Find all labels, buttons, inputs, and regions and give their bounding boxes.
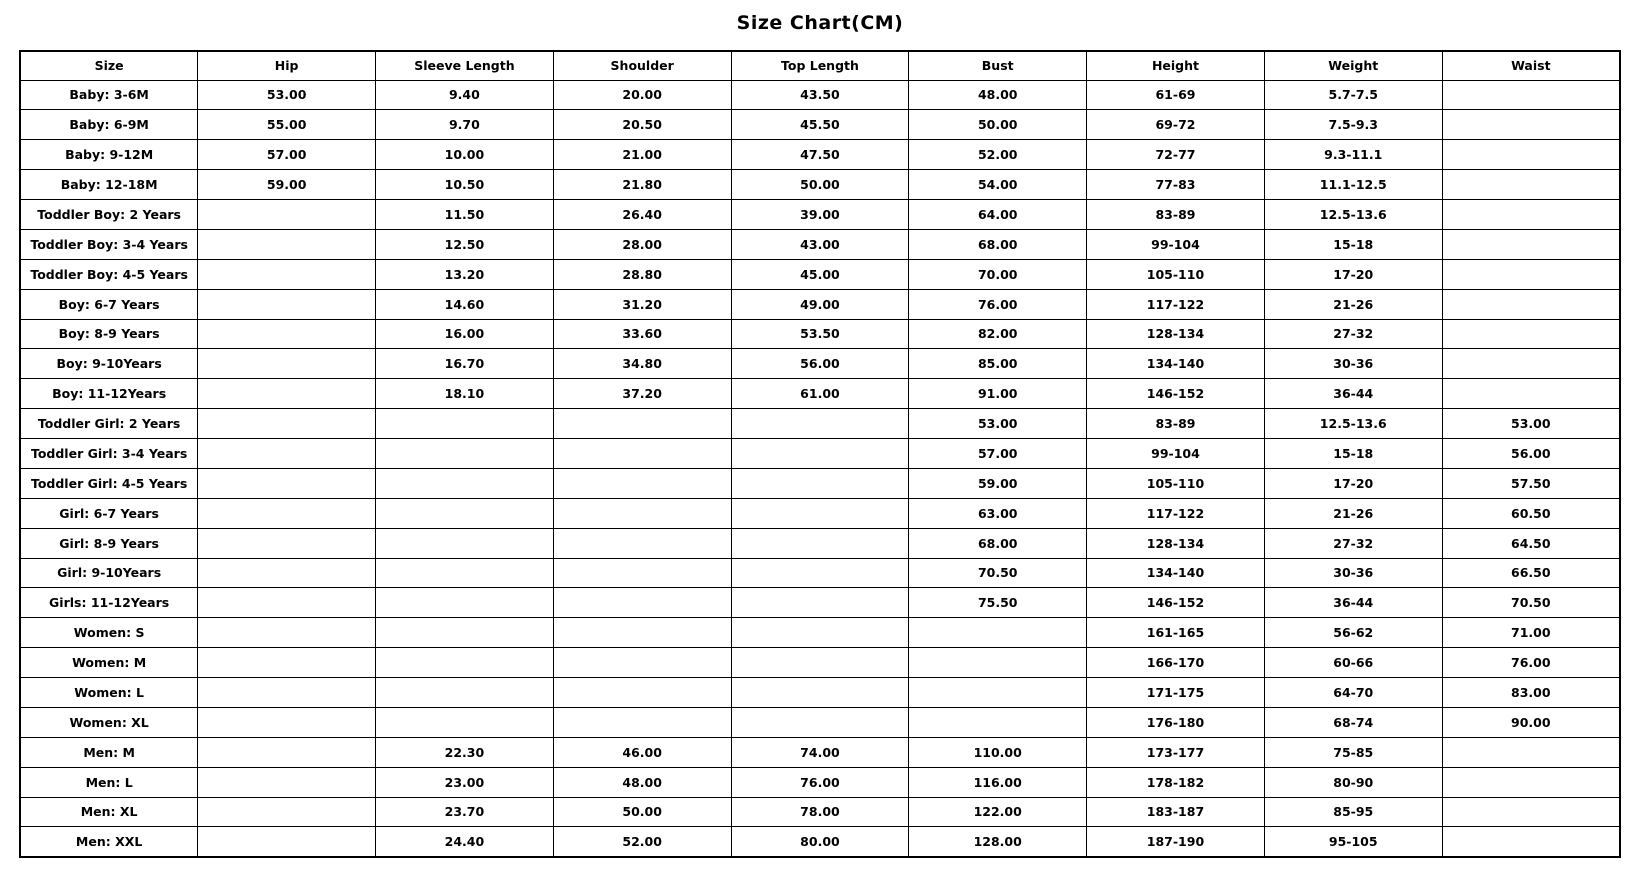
table-cell: 15-18 — [1264, 229, 1442, 259]
table-cell — [198, 349, 376, 379]
table-row — [20, 648, 1620, 678]
table-cell: 10.50 — [376, 170, 554, 200]
table-row — [20, 558, 1620, 588]
table-cell: 187-190 — [1087, 827, 1265, 857]
table-cell — [198, 200, 376, 230]
table-cell — [198, 648, 376, 678]
table-cell — [1442, 379, 1620, 409]
table-cell — [731, 648, 909, 678]
table-cell: 61-69 — [1087, 80, 1265, 110]
table-cell — [198, 498, 376, 528]
table-cell: 16.70 — [376, 349, 554, 379]
table-cell: 117-122 — [1087, 498, 1265, 528]
table-cell: 31.20 — [553, 289, 731, 319]
table-cell: 7.5-9.3 — [1264, 110, 1442, 140]
table-cell: 128-134 — [1087, 319, 1265, 349]
table-cell: 95-105 — [1264, 827, 1442, 857]
table-cell: Toddler Girl: 4-5 Years — [20, 468, 198, 498]
table-cell — [909, 707, 1087, 737]
table-cell: 30-36 — [1264, 349, 1442, 379]
table-cell — [198, 379, 376, 409]
table-cell: 55.00 — [198, 110, 376, 140]
table-cell: Girl: 8-9 Years — [20, 528, 198, 558]
table-cell — [553, 558, 731, 588]
table-cell: Toddler Girl: 2 Years — [20, 409, 198, 439]
table-cell: 11.50 — [376, 200, 554, 230]
table-cell — [731, 528, 909, 558]
table-cell — [376, 707, 554, 737]
table-cell — [1442, 737, 1620, 767]
table-cell: 64.00 — [909, 200, 1087, 230]
table-cell: Baby: 6-9M — [20, 110, 198, 140]
table-cell: Men: L — [20, 767, 198, 797]
header-cell: Size — [20, 51, 198, 80]
table-cell: 53.50 — [731, 319, 909, 349]
table-cell: 70.00 — [909, 259, 1087, 289]
table-cell — [376, 558, 554, 588]
header-cell: Weight — [1264, 51, 1442, 80]
table-cell — [1442, 827, 1620, 857]
table-cell: 83.00 — [1442, 678, 1620, 708]
table-cell: 171-175 — [1087, 678, 1265, 708]
table-cell: 76.00 — [909, 289, 1087, 319]
table-cell: 15-18 — [1264, 439, 1442, 469]
table-cell: 99-104 — [1087, 439, 1265, 469]
table-cell — [198, 588, 376, 618]
table-cell: 64.50 — [1442, 528, 1620, 558]
table-cell: 69-72 — [1087, 110, 1265, 140]
table-cell: Toddler Boy: 2 Years — [20, 200, 198, 230]
table-cell: 82.00 — [909, 319, 1087, 349]
table-cell — [1442, 767, 1620, 797]
table-row — [20, 349, 1620, 379]
table-cell: 60-66 — [1264, 648, 1442, 678]
table-cell: 105-110 — [1087, 259, 1265, 289]
table-cell: 43.50 — [731, 80, 909, 110]
table-cell — [198, 767, 376, 797]
table-row — [20, 827, 1620, 857]
table-cell: 53.00 — [909, 409, 1087, 439]
table-cell: Boy: 8-9 Years — [20, 319, 198, 349]
table-cell: 128-134 — [1087, 528, 1265, 558]
table-cell — [553, 707, 731, 737]
table-cell — [198, 707, 376, 737]
table-cell — [198, 319, 376, 349]
table-cell — [198, 409, 376, 439]
table-cell: 80-90 — [1264, 767, 1442, 797]
table-cell: 66.50 — [1442, 558, 1620, 588]
table-cell: 20.00 — [553, 80, 731, 110]
table-cell: 47.50 — [731, 140, 909, 170]
table-cell: 30-36 — [1264, 558, 1442, 588]
table-row — [20, 200, 1620, 230]
table-cell — [198, 678, 376, 708]
table-cell: 76.00 — [1442, 648, 1620, 678]
table-cell: 18.10 — [376, 379, 554, 409]
table-cell: Women: XL — [20, 707, 198, 737]
table-cell: 9.70 — [376, 110, 554, 140]
table-cell: 50.00 — [553, 797, 731, 827]
table-cell — [553, 498, 731, 528]
table-cell — [1442, 259, 1620, 289]
table-cell: Girl: 6-7 Years — [20, 498, 198, 528]
table-cell: 56.00 — [1442, 439, 1620, 469]
table-cell: 54.00 — [909, 170, 1087, 200]
table-cell: Men: XXL — [20, 827, 198, 857]
table-cell: Men: M — [20, 737, 198, 767]
table-cell: 74.00 — [731, 737, 909, 767]
table-cell: 28.80 — [553, 259, 731, 289]
table-cell: 49.00 — [731, 289, 909, 319]
table-cell — [1442, 797, 1620, 827]
table-cell: 21.80 — [553, 170, 731, 200]
table-cell: Toddler Girl: 3-4 Years — [20, 439, 198, 469]
table-cell — [198, 528, 376, 558]
table-cell: Boy: 6-7 Years — [20, 289, 198, 319]
table-cell: 28.00 — [553, 229, 731, 259]
table-body — [20, 80, 1620, 857]
table-cell — [198, 797, 376, 827]
table-row — [20, 170, 1620, 200]
table-cell: 21-26 — [1264, 289, 1442, 319]
table-row — [20, 468, 1620, 498]
table-cell: 10.00 — [376, 140, 554, 170]
table-cell — [553, 588, 731, 618]
table-cell: 21.00 — [553, 140, 731, 170]
table-cell: Baby: 3-6M — [20, 80, 198, 110]
table-cell: 12.5-13.6 — [1264, 200, 1442, 230]
table-cell: 91.00 — [909, 379, 1087, 409]
header-cell: Waist — [1442, 51, 1620, 80]
table-cell — [1442, 140, 1620, 170]
table-cell — [376, 648, 554, 678]
table-cell — [553, 409, 731, 439]
table-cell — [1442, 80, 1620, 110]
table-cell — [376, 588, 554, 618]
table-cell — [1442, 200, 1620, 230]
table-cell: 23.00 — [376, 767, 554, 797]
table-cell: 50.00 — [909, 110, 1087, 140]
table-row — [20, 439, 1620, 469]
table-cell: 33.60 — [553, 319, 731, 349]
table-cell: 23.70 — [376, 797, 554, 827]
table-cell: 128.00 — [909, 827, 1087, 857]
table-cell: 59.00 — [909, 468, 1087, 498]
table-cell: 134-140 — [1087, 558, 1265, 588]
table-cell: 39.00 — [731, 200, 909, 230]
table-row — [20, 289, 1620, 319]
table-cell: Baby: 12-18M — [20, 170, 198, 200]
table-cell — [198, 289, 376, 319]
table-cell: 75-85 — [1264, 737, 1442, 767]
table-cell: 37.20 — [553, 379, 731, 409]
table-cell — [731, 439, 909, 469]
table-cell: 34.80 — [553, 349, 731, 379]
table-cell: 53.00 — [1442, 409, 1620, 439]
table-cell: 56-62 — [1264, 618, 1442, 648]
table-cell: Women: S — [20, 618, 198, 648]
table-cell: 178-182 — [1087, 767, 1265, 797]
header-cell: Shoulder — [553, 51, 731, 80]
table-cell: 57.00 — [909, 439, 1087, 469]
table-cell: 27-32 — [1264, 528, 1442, 558]
table-cell — [731, 707, 909, 737]
table-row — [20, 528, 1620, 558]
header-row — [20, 51, 1620, 80]
table-cell: 71.00 — [1442, 618, 1620, 648]
table-cell — [1442, 289, 1620, 319]
table-cell: 68-74 — [1264, 707, 1442, 737]
table-cell: 173-177 — [1087, 737, 1265, 767]
table-cell: 52.00 — [553, 827, 731, 857]
table-cell: 57.50 — [1442, 468, 1620, 498]
table-cell — [909, 648, 1087, 678]
table-cell: 61.00 — [731, 379, 909, 409]
table-cell — [553, 468, 731, 498]
table-cell: 64-70 — [1264, 678, 1442, 708]
table-cell: 105-110 — [1087, 468, 1265, 498]
table-cell — [198, 827, 376, 857]
table-cell: 9.40 — [376, 80, 554, 110]
table-row — [20, 409, 1620, 439]
table-row — [20, 767, 1620, 797]
table-cell — [198, 229, 376, 259]
table-cell — [1442, 319, 1620, 349]
table-cell: 134-140 — [1087, 349, 1265, 379]
table-cell: 78.00 — [731, 797, 909, 827]
table-cell — [553, 648, 731, 678]
table-cell — [1442, 170, 1620, 200]
table-cell: 85.00 — [909, 349, 1087, 379]
table-cell: Women: L — [20, 678, 198, 708]
table-cell — [376, 678, 554, 708]
table-cell: Boy: 9-10Years — [20, 349, 198, 379]
table-cell: Girls: 11-12Years — [20, 588, 198, 618]
table-cell: 122.00 — [909, 797, 1087, 827]
table-header — [20, 51, 1620, 80]
table-cell — [198, 259, 376, 289]
table-cell — [198, 737, 376, 767]
table-cell: 21-26 — [1264, 498, 1442, 528]
table-cell: 48.00 — [909, 80, 1087, 110]
table-cell: 77-83 — [1087, 170, 1265, 200]
table-cell: 83-89 — [1087, 409, 1265, 439]
table-cell: 75.50 — [909, 588, 1087, 618]
table-cell: 20.50 — [553, 110, 731, 140]
table-cell: 166-170 — [1087, 648, 1265, 678]
table-cell: Men: XL — [20, 797, 198, 827]
table-cell — [376, 528, 554, 558]
table-row — [20, 259, 1620, 289]
table-cell: 63.00 — [909, 498, 1087, 528]
table-cell: 161-165 — [1087, 618, 1265, 648]
header-cell: Top Length — [731, 51, 909, 80]
table-cell — [198, 618, 376, 648]
table-row — [20, 707, 1620, 737]
table-cell: 13.20 — [376, 259, 554, 289]
table-cell: 72-77 — [1087, 140, 1265, 170]
header-cell: Sleeve Length — [376, 51, 554, 80]
table-row — [20, 319, 1620, 349]
table-cell — [376, 439, 554, 469]
table-cell — [198, 439, 376, 469]
table-cell: 116.00 — [909, 767, 1087, 797]
table-cell: 5.7-7.5 — [1264, 80, 1442, 110]
table-cell: Toddler Boy: 3-4 Years — [20, 229, 198, 259]
table-row — [20, 588, 1620, 618]
table-cell: 17-20 — [1264, 468, 1442, 498]
table-cell: 50.00 — [731, 170, 909, 200]
table-cell: 183-187 — [1087, 797, 1265, 827]
table-cell: Boy: 11-12Years — [20, 379, 198, 409]
table-cell: 17-20 — [1264, 259, 1442, 289]
header-cell: Bust — [909, 51, 1087, 80]
table-cell — [553, 439, 731, 469]
table-cell — [731, 409, 909, 439]
table-cell: 68.00 — [909, 528, 1087, 558]
table-cell — [198, 468, 376, 498]
table-cell: 59.00 — [198, 170, 376, 200]
table-cell: 76.00 — [731, 767, 909, 797]
table-cell — [731, 588, 909, 618]
table-cell: 99-104 — [1087, 229, 1265, 259]
table-cell — [553, 528, 731, 558]
table-cell: 26.40 — [553, 200, 731, 230]
table-cell: 36-44 — [1264, 588, 1442, 618]
table-cell — [731, 468, 909, 498]
table-cell: 80.00 — [731, 827, 909, 857]
table-cell — [553, 678, 731, 708]
table-cell: 117-122 — [1087, 289, 1265, 319]
table-row — [20, 80, 1620, 110]
table-cell: Toddler Boy: 4-5 Years — [20, 259, 198, 289]
table-cell: 9.3-11.1 — [1264, 140, 1442, 170]
table-cell — [731, 498, 909, 528]
table-cell: 11.1-12.5 — [1264, 170, 1442, 200]
table-row — [20, 229, 1620, 259]
table-cell: Women: M — [20, 648, 198, 678]
table-cell — [909, 678, 1087, 708]
table-cell: 176-180 — [1087, 707, 1265, 737]
table-cell: 14.60 — [376, 289, 554, 319]
table-cell: 146-152 — [1087, 379, 1265, 409]
table-cell — [376, 409, 554, 439]
table-cell: 36-44 — [1264, 379, 1442, 409]
table-cell: 45.50 — [731, 110, 909, 140]
table-cell: 60.50 — [1442, 498, 1620, 528]
table-cell: 85-95 — [1264, 797, 1442, 827]
table-cell: 22.30 — [376, 737, 554, 767]
table-cell: 43.00 — [731, 229, 909, 259]
table-cell — [376, 468, 554, 498]
table-cell: 27-32 — [1264, 319, 1442, 349]
table-cell: Baby: 9-12M — [20, 140, 198, 170]
table-cell — [731, 618, 909, 648]
table-row — [20, 737, 1620, 767]
table-row — [20, 618, 1620, 648]
table-cell: 48.00 — [553, 767, 731, 797]
table-cell — [731, 558, 909, 588]
table-cell: 53.00 — [198, 80, 376, 110]
table-cell: 70.50 — [909, 558, 1087, 588]
table-cell: 16.00 — [376, 319, 554, 349]
table-cell: 24.40 — [376, 827, 554, 857]
table-cell — [198, 558, 376, 588]
table-cell: 90.00 — [1442, 707, 1620, 737]
table-cell — [376, 498, 554, 528]
table-cell — [376, 618, 554, 648]
header-cell: Height — [1087, 51, 1265, 80]
table-cell: 12.5-13.6 — [1264, 409, 1442, 439]
table-cell: 45.00 — [731, 259, 909, 289]
table-row — [20, 379, 1620, 409]
size-chart-table — [19, 50, 1621, 858]
table-cell: Girl: 9-10Years — [20, 558, 198, 588]
table-cell — [909, 618, 1087, 648]
table-cell — [553, 618, 731, 648]
table-cell — [1442, 229, 1620, 259]
table-row — [20, 498, 1620, 528]
table-cell: 56.00 — [731, 349, 909, 379]
table-row — [20, 110, 1620, 140]
table-cell: 46.00 — [553, 737, 731, 767]
table-row — [20, 797, 1620, 827]
table-cell: 57.00 — [198, 140, 376, 170]
table-cell: 146-152 — [1087, 588, 1265, 618]
header-cell: Hip — [198, 51, 376, 80]
table-cell: 70.50 — [1442, 588, 1620, 618]
table-cell — [731, 678, 909, 708]
table-cell: 110.00 — [909, 737, 1087, 767]
table-cell: 68.00 — [909, 229, 1087, 259]
table-cell — [1442, 349, 1620, 379]
chart-title: Size Chart(CM) — [736, 12, 904, 34]
table-cell: 12.50 — [376, 229, 554, 259]
table-cell: 83-89 — [1087, 200, 1265, 230]
table-cell: 52.00 — [909, 140, 1087, 170]
table-cell — [1442, 110, 1620, 140]
table-row — [20, 678, 1620, 708]
table-row — [20, 140, 1620, 170]
